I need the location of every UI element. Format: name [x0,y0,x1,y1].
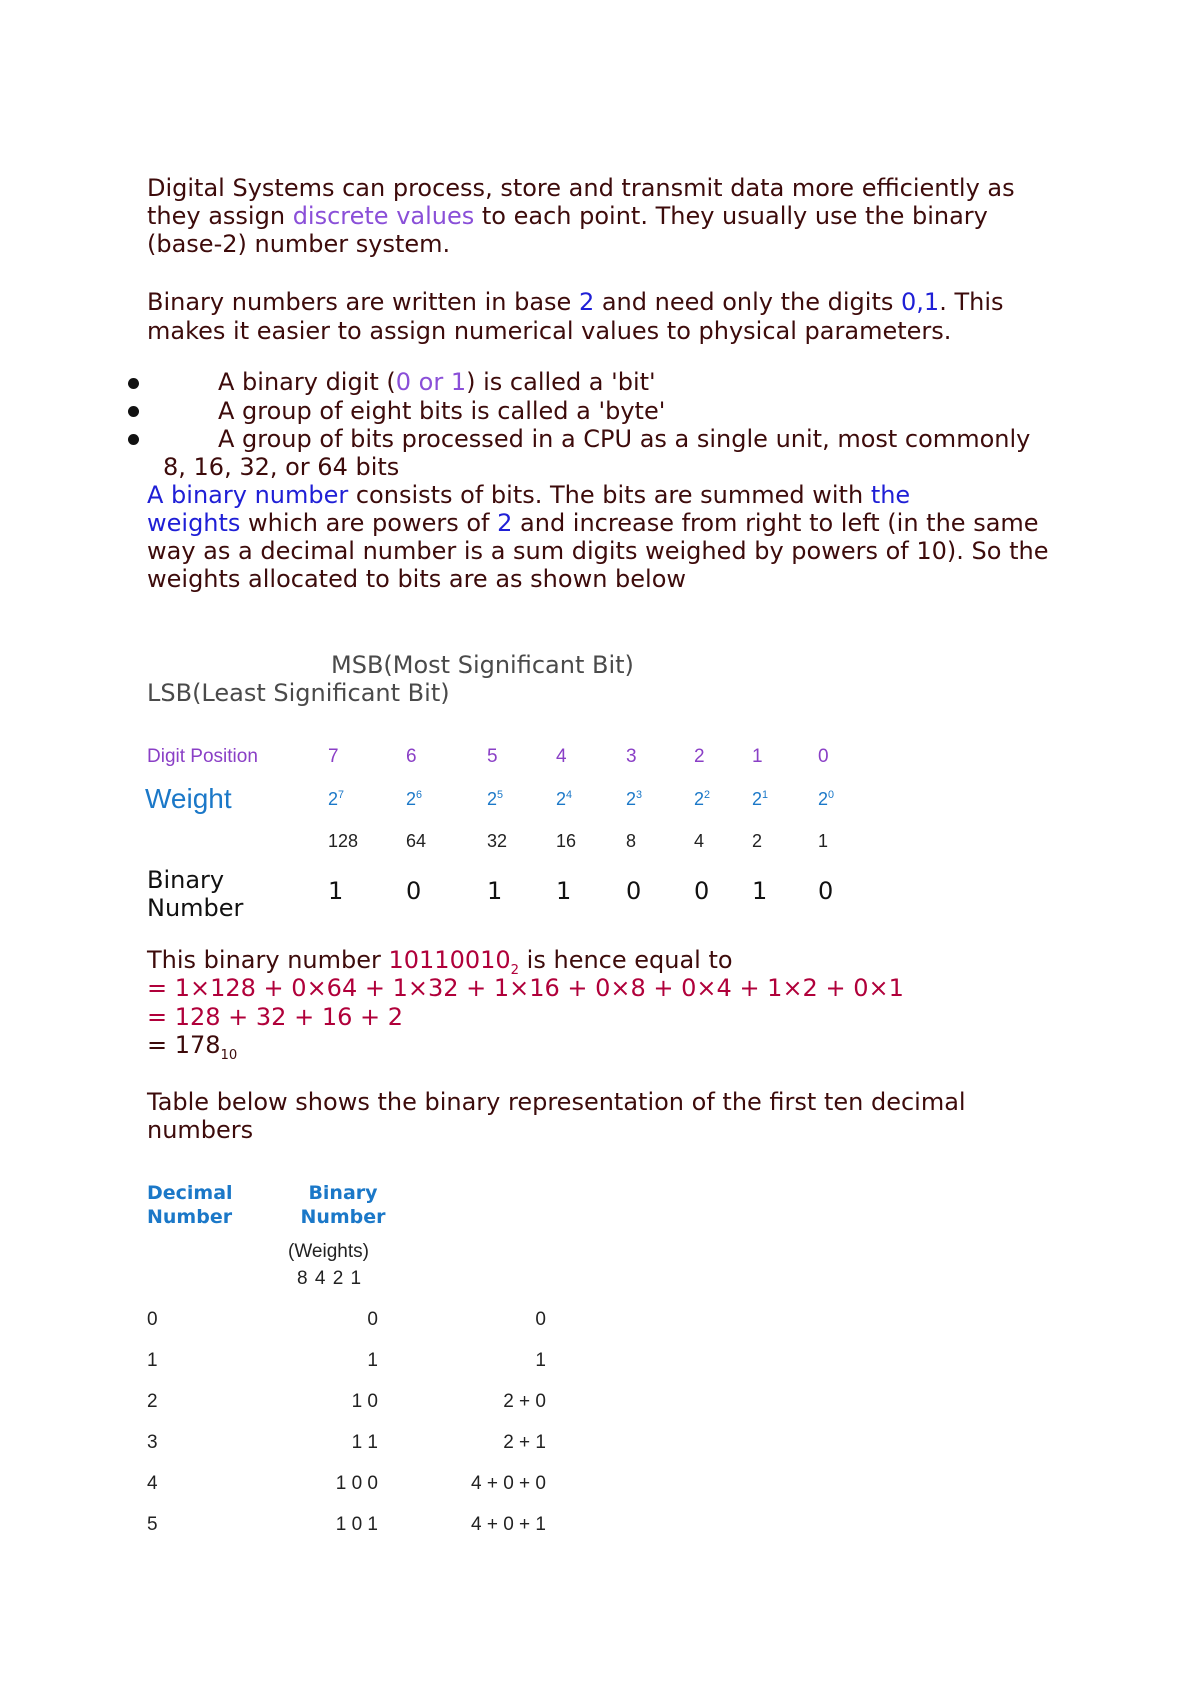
power-base: 2 [694,789,705,809]
position-cell: 6 [406,746,417,767]
digit-one: 1 [923,288,940,316]
binary-value: 10110010 [388,946,511,974]
weight-power-cell [556,789,572,810]
bullet-icon [128,434,139,445]
bit-cell: 0 [406,877,422,905]
bit-cell: 0 [626,877,642,905]
para-text: and increase from right to left (in the same [512,509,1039,537]
bullet-text: ' [649,368,656,396]
weight-power-cell [328,789,344,810]
table-cell-sum: 0 [535,1309,546,1330]
discrete-values-term: discrete values [292,202,475,230]
power-base: 2 [497,509,513,537]
table-cell-binary: 1 0 [351,1391,378,1412]
binary-number-label [147,866,243,922]
bit-cell: 1 [556,877,572,905]
power-base: 2 [818,789,829,809]
header-line: Binary [308,1182,378,1204]
weight-power-cell [818,789,834,810]
table-cell-sum: 2 + 1 [503,1432,546,1453]
conversion-expansion: = 1×128 + 0×64 + 1×32 + 1×16 + 0×8 + 0×4 + 1×2 + 0×1 [147,974,904,1002]
weight-power-cell [406,789,422,810]
decimal-number-header [147,1181,233,1229]
table-intro-line-2: numbers [147,1116,254,1144]
weights-label: (Weights) [288,1241,369,1262]
table-cell-binary: 1 1 [351,1432,378,1453]
table-cell-binary: 1 [367,1350,378,1371]
bullet-text: ) is called a ' [466,368,618,396]
table-cell-decimal: 2 [147,1391,158,1412]
weight-value-cell: 4 [694,831,705,851]
para-text: and need only the digits [594,288,901,316]
table-cell-sum: 2 + 0 [503,1391,546,1412]
weight-power-cell [752,789,768,810]
power-exponent: 2 [704,789,711,801]
weight-value-cell: 64 [406,831,427,851]
power-exponent: 7 [338,789,345,801]
weights-para-line-4: weights allocated to bits are as shown below [147,565,687,593]
label-line: Binary [147,866,225,894]
power-base: 2 [406,789,417,809]
bit-term: bit [617,368,650,396]
weights-para-line-3: way as a decimal number is a sum digits weighed by powers of 10). So the [147,537,1049,565]
weights-digits: 8 4 2 1 [297,1268,363,1289]
header-line: Number [147,1206,233,1228]
power-exponent: 5 [497,789,504,801]
bullet-text: ' [658,397,666,425]
weight-power-cell [626,789,642,810]
conversion-result [147,1031,238,1063]
power-exponent: 1 [762,789,769,801]
bit-cell: 1 [752,877,768,905]
para-text: . This [939,288,1004,316]
bullet-icon [128,406,139,417]
power-exponent: 3 [636,789,643,801]
power-base: 2 [752,789,763,809]
power-base: 2 [487,789,498,809]
label-line: Number [147,894,244,922]
digit-position-label: Digit Position [147,746,258,767]
position-cell: 2 [694,746,705,767]
intro-text: they assign [147,202,293,230]
header-line: Decimal [147,1182,233,1204]
power-base: 2 [328,789,339,809]
the-weights-term: weights [147,509,241,537]
conversion-text: This binary number [147,946,389,974]
weight-power-cell [694,789,710,810]
msb-label: MSB(Most Significant Bit) [331,651,634,679]
weight-value-cell: 128 [328,831,359,851]
table-cell-decimal: 0 [147,1309,158,1330]
position-cell: 5 [487,746,498,767]
bit-cell: 0 [818,877,834,905]
weights-para-line-1 [147,481,910,509]
the-weights-term: the [870,481,911,509]
binary-para-line-1 [147,288,1004,316]
result-value: = 178 [147,1031,221,1059]
conversion-text: is hence equal to [519,946,733,974]
binary-number-header [288,1181,398,1229]
lsb-label: LSB(Least Significant Bit) [147,679,450,707]
conversion-line-1 [147,946,733,978]
table-cell-binary: 1 0 1 [335,1514,378,1535]
table-intro-line-1: Table below shows the binary representation of the first ten decimal [147,1088,966,1116]
bullet-item-bit [218,368,656,396]
position-cell: 7 [328,746,339,767]
weight-value-cell: 1 [818,831,829,851]
position-cell: 0 [818,746,829,767]
bullet-text: A group of eight bits is called a ' [218,397,606,425]
bit-values: 0 or 1 [395,368,467,396]
intro-text: to each point. They usually use the binary [474,202,988,230]
bullet-item-word: A group of bits processed in a CPU as a single unit, most commonly [218,425,1031,453]
table-cell-decimal: 3 [147,1432,158,1453]
para-text: which are powers of [240,509,498,537]
weight-value-cell: 32 [487,831,508,851]
position-cell: 4 [556,746,567,767]
weights-para-line-2 [147,509,1039,537]
para-text: consists of bits. The bits are summed with [348,481,871,509]
intro-line-1: Digital Systems can process, store and transmit data more efficiently as [147,174,1015,202]
bit-cell: 1 [487,877,503,905]
table-cell-binary: 1 0 0 [335,1473,378,1494]
bullet-icon [128,378,139,389]
conversion-sum: = 128 + 32 + 16 + 2 [147,1003,403,1031]
power-exponent: 6 [416,789,423,801]
digit-zero: 0 [901,288,917,316]
table-cell-sum: 4 + 0 + 1 [470,1514,546,1535]
base-value: 2 [578,288,595,316]
power-exponent: 4 [566,789,573,801]
bullet-item-word-cont: 8, 16, 32, or 64 bits [163,453,400,481]
weight-value-cell: 16 [556,831,577,851]
position-cell: 3 [626,746,637,767]
weight-label: Weight [145,783,232,814]
table-cell-decimal: 5 [147,1514,158,1535]
power-base: 2 [626,789,637,809]
base-subscript: 2 [510,962,520,978]
weight-power-cell [487,789,503,810]
weight-value-cell: 2 [752,831,763,851]
table-cell-sum: 1 [535,1350,546,1371]
position-cell: 1 [752,746,763,767]
power-exponent: 0 [828,789,835,801]
para-text: Binary numbers are written in base [147,288,579,316]
binary-para-line-2: makes it easier to assign numerical values to physical parameters. [147,317,952,345]
bit-cell: 1 [328,877,344,905]
header-line: Number [300,1206,386,1228]
table-cell-decimal: 1 [147,1350,158,1371]
binary-number-term: A binary number [147,481,349,509]
bullet-item-byte [218,397,665,425]
table-cell-sum: 4 + 0 + 0 [470,1473,546,1494]
bullet-text: A binary digit ( [218,368,396,396]
intro-line-2 [147,202,988,230]
power-base: 2 [556,789,567,809]
bit-cell: 0 [694,877,710,905]
weight-value-cell: 8 [626,831,637,851]
base-subscript: 10 [220,1047,238,1063]
table-cell-decimal: 4 [147,1473,158,1494]
table-cell-binary: 0 [367,1309,378,1330]
intro-line-3: (base-2) number system. [147,230,451,258]
digit-separator: , [916,288,924,316]
byte-term: byte [605,397,659,425]
